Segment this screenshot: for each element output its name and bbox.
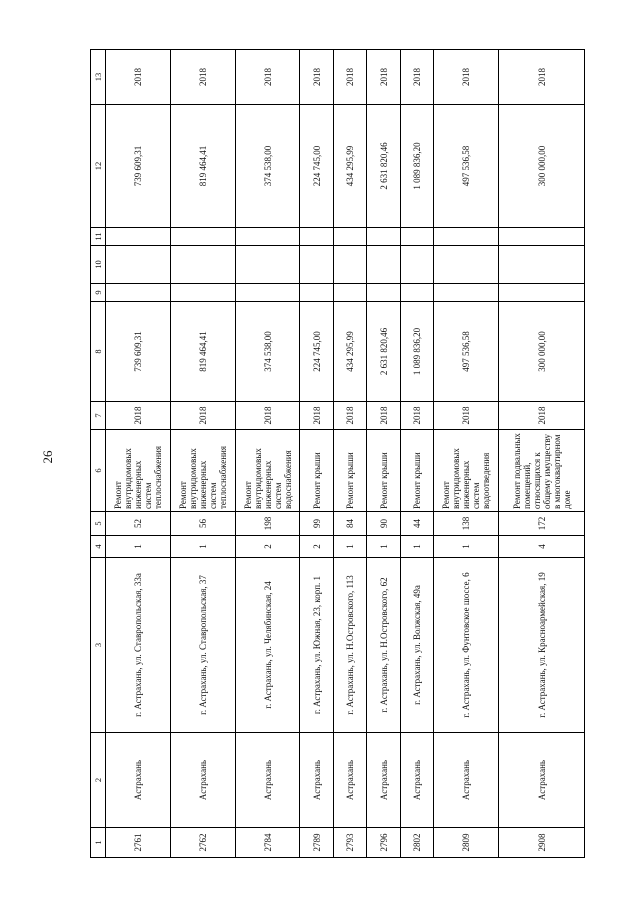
column-number: 4 [91, 536, 106, 558]
table-cell: 739 609,31 [106, 302, 171, 402]
table-cell: 1 089 836,20 [400, 302, 433, 402]
table-cell: Ремонт крыши [300, 430, 333, 512]
table-cell: 1 [400, 536, 433, 558]
table-cell: 2018 [434, 402, 499, 430]
table-cell: 2796 [367, 828, 400, 858]
table-row [434, 50, 499, 858]
table-cell [300, 228, 333, 246]
table-cell: 434 295,99 [333, 105, 366, 228]
table-cell [300, 246, 333, 284]
table-cell: г. Астрахань, ул. Н.Островского, 62 [367, 558, 400, 733]
table-cell: 1 [106, 536, 171, 558]
table-cell: 497 536,58 [434, 105, 499, 228]
table-cell [400, 284, 433, 302]
table-cell: Астрахань [170, 733, 235, 828]
table-cell: 44 [400, 512, 433, 536]
table-cell: 2018 [170, 402, 235, 430]
table-cell: Астрахань [300, 733, 333, 828]
table-cell: 224 745,00 [300, 105, 333, 228]
table-cell: 2018 [300, 402, 333, 430]
table-cell: Астрахань [333, 733, 366, 828]
table-cell: г. Астрахань, ул. Ставропольская, 33а [106, 558, 171, 733]
table-cell: 2018 [235, 50, 300, 105]
table-cell: 138 [434, 512, 499, 536]
table-cell: 2 631 820,46 [367, 302, 400, 402]
column-number: 10 [91, 246, 106, 284]
table-cell: 2018 [333, 50, 366, 105]
table-row [333, 50, 366, 858]
table-cell: Астрахань [400, 733, 433, 828]
table-cell: 374 538,00 [235, 105, 300, 228]
table-cell: Астрахань [106, 733, 171, 828]
table-cell: Ремонт внутридомовых инженерных систем водоотведения [434, 430, 499, 512]
table-row [235, 50, 300, 858]
table-cell: Ремонт внутридомовых инженерных систем теплоснабжения [170, 430, 235, 512]
column-number: 8 [91, 302, 106, 402]
table-cell: 374 538,00 [235, 302, 300, 402]
table-cell: 2018 [106, 402, 171, 430]
table-cell: г. Астрахань, ул. Фунтовское шоссе, 6 [434, 558, 499, 733]
table-cell: 2784 [235, 828, 300, 858]
table-cell [434, 284, 499, 302]
table-cell: 2789 [300, 828, 333, 858]
table-cell [367, 246, 400, 284]
table-cell [400, 228, 433, 246]
table-cell [170, 228, 235, 246]
table-cell: Ремонт крыши [333, 430, 366, 512]
table-cell: 2018 [333, 402, 366, 430]
column-number-row [91, 50, 106, 858]
table-cell: г. Астрахань, ул. Красноармейская, 19 [499, 558, 585, 733]
table-row [170, 50, 235, 858]
table-cell: 819 464,41 [170, 302, 235, 402]
table-cell: 2018 [499, 402, 585, 430]
table-cell: 2018 [367, 402, 400, 430]
table-cell: 2762 [170, 828, 235, 858]
table-row [400, 50, 433, 858]
table-cell [235, 228, 300, 246]
column-number: 5 [91, 512, 106, 536]
table-cell: 198 [235, 512, 300, 536]
table-cell: 2809 [434, 828, 499, 858]
table-cell: 2802 [400, 828, 433, 858]
table-cell: г. Астрахань, ул. Н.Островского, 113 [333, 558, 366, 733]
table-cell: 172 [499, 512, 585, 536]
table-cell: 2761 [106, 828, 171, 858]
table-cell [499, 284, 585, 302]
table-cell: 2018 [499, 50, 585, 105]
table-cell: 2 [235, 536, 300, 558]
table-cell [170, 284, 235, 302]
table-cell: Ремонт крыши [367, 430, 400, 512]
table-cell [367, 284, 400, 302]
table-cell [333, 246, 366, 284]
column-number: 12 [91, 105, 106, 228]
table-cell [367, 228, 400, 246]
table-cell: 90 [367, 512, 400, 536]
table-cell: 2018 [106, 50, 171, 105]
table-cell: 224 745,00 [300, 302, 333, 402]
column-number: 11 [91, 228, 106, 246]
table-row [106, 50, 171, 858]
column-number: 9 [91, 284, 106, 302]
table-cell [106, 228, 171, 246]
table-cell [106, 246, 171, 284]
page-number: 26 [40, 450, 55, 464]
table-cell: 300 000,00 [499, 105, 585, 228]
table-cell: Астрахань [235, 733, 300, 828]
table-cell [170, 246, 235, 284]
column-number: 13 [91, 50, 106, 105]
table-cell: 300 000,00 [499, 302, 585, 402]
table-cell: 2018 [434, 50, 499, 105]
table-cell: Астрахань [499, 733, 585, 828]
table-cell [300, 284, 333, 302]
table-cell: 2793 [333, 828, 366, 858]
table-cell: 2018 [400, 402, 433, 430]
table-cell: 2908 [499, 828, 585, 858]
table-cell: г. Астрахань, ул. Челябинская, 24 [235, 558, 300, 733]
table-cell [333, 228, 366, 246]
table-cell: 2018 [400, 50, 433, 105]
column-number: 2 [91, 733, 106, 828]
table-cell: Ремонт внутридомовых инженерных систем теплоснабжения [106, 430, 171, 512]
table-cell: 56 [170, 512, 235, 536]
table-row [367, 50, 400, 858]
table-cell [235, 246, 300, 284]
table-cell [499, 246, 585, 284]
capital-repair-table [90, 49, 585, 858]
table-cell: 739 609,31 [106, 105, 171, 228]
table-cell: 52 [106, 512, 171, 536]
table-cell: 1 [170, 536, 235, 558]
table-cell: 2018 [300, 50, 333, 105]
table-cell [434, 228, 499, 246]
table-row [300, 50, 333, 858]
rotated-table-container [90, 50, 585, 858]
table-cell: Ремонт подвальных помещений, относящихся к общему имуществу в многоквартирном доме [499, 430, 585, 512]
column-number: 1 [91, 828, 106, 858]
table-cell: Астрахань [434, 733, 499, 828]
table-cell: 2018 [170, 50, 235, 105]
table-cell: 99 [300, 512, 333, 536]
column-number: 7 [91, 402, 106, 430]
table-cell: г. Астрахань, ул. Ставропольская, 37 [170, 558, 235, 733]
table-cell: 4 [499, 536, 585, 558]
column-number: 3 [91, 558, 106, 733]
table-cell: г. Астрахань, ул. Волжская, 49а [400, 558, 433, 733]
table-cell: Астрахань [367, 733, 400, 828]
table-cell: 2018 [235, 402, 300, 430]
table-cell: 819 464,41 [170, 105, 235, 228]
table-cell: 497 536,58 [434, 302, 499, 402]
table-row [499, 50, 585, 858]
table-cell: 2 631 820,46 [367, 105, 400, 228]
table-cell [106, 284, 171, 302]
column-number: 6 [91, 430, 106, 512]
table-cell: 2 [300, 536, 333, 558]
table-cell: 1 [367, 536, 400, 558]
table-cell: 1 [434, 536, 499, 558]
table-cell [434, 246, 499, 284]
table-cell [400, 246, 433, 284]
table-cell: 1 [333, 536, 366, 558]
table-cell: 84 [333, 512, 366, 536]
table-cell: 1 089 836,20 [400, 105, 433, 228]
table-cell [499, 228, 585, 246]
table-cell: 434 295,99 [333, 302, 366, 402]
table-cell [333, 284, 366, 302]
table-cell: Ремонт крыши [400, 430, 433, 512]
table-cell: Ремонт внутридомовых инженерных систем водоснабжения [235, 430, 300, 512]
table-cell [235, 284, 300, 302]
capital-repair-table-frame [90, 50, 585, 858]
table-cell: г. Астрахань, ул. Южная, 23, корп. 1 [300, 558, 333, 733]
table-cell: 2018 [367, 50, 400, 105]
